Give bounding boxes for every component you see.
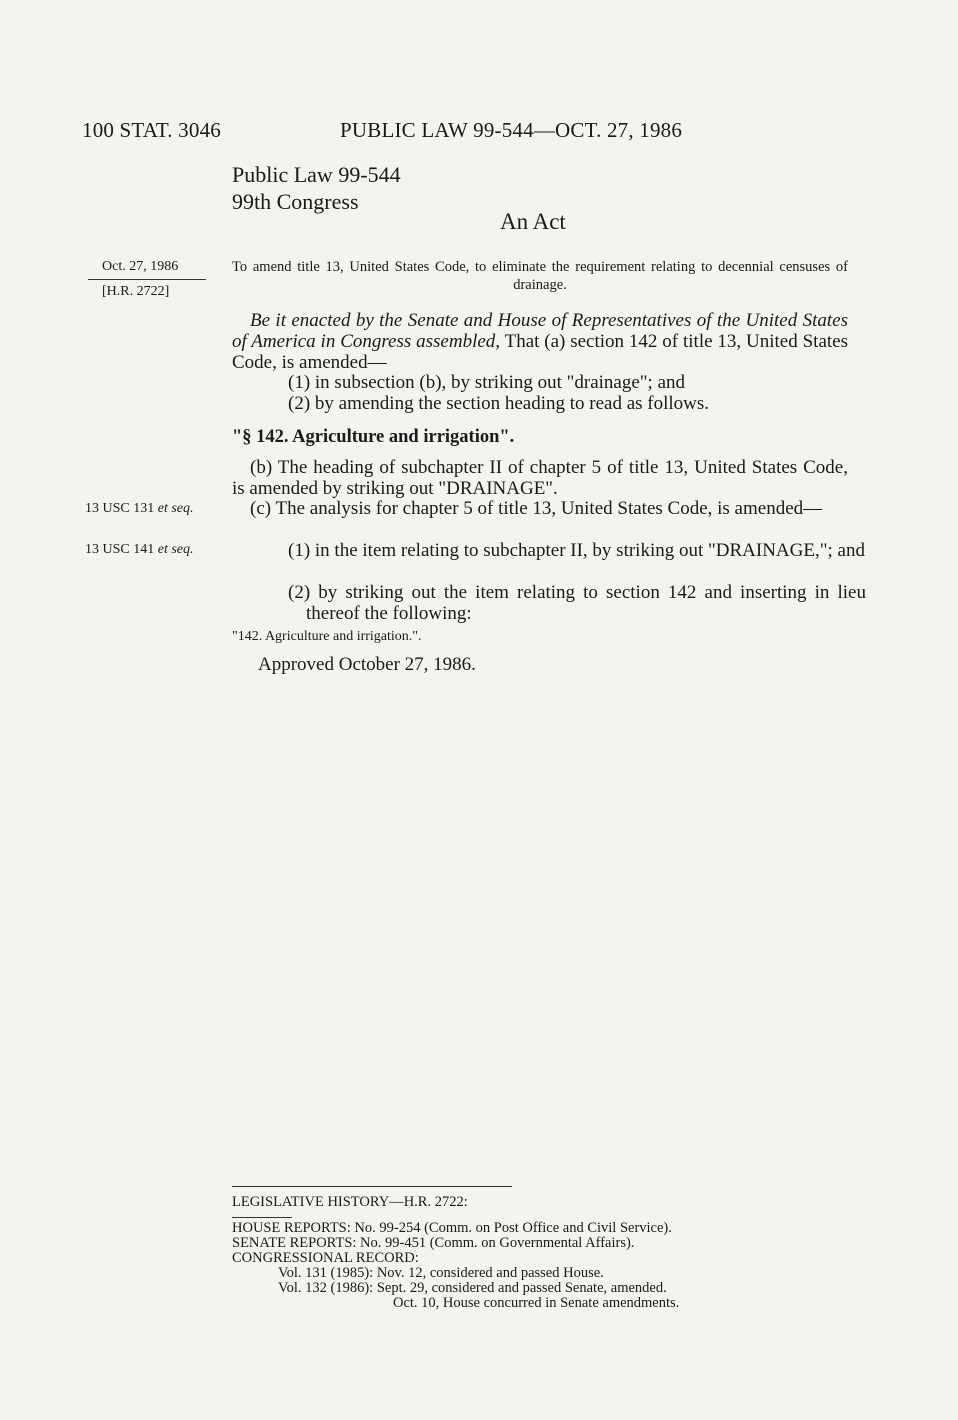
record-vol-132: Vol. 132 (1986): Sept. 29, considered and passed Senate, amended. bbox=[278, 1280, 667, 1296]
law-title-block bbox=[232, 161, 401, 215]
margin-usc-131 bbox=[85, 500, 205, 518]
c-item-1: (1) in the item relating to subchapter II, by striking out "DRAINAGE,"; and bbox=[288, 540, 865, 561]
margin-date: Oct. 27, 1986 bbox=[102, 259, 179, 274]
record-vol-131: Vol. 131 (1985): Nov. 12, considered and passed House. bbox=[278, 1265, 604, 1281]
enacting-clause bbox=[232, 310, 848, 373]
paragraph-c: (c) The analysis for chapter 5 of title 13, United States Code, is amended— bbox=[250, 498, 823, 519]
usc-131-cite: 13 USC 131 bbox=[85, 501, 158, 516]
page-reference: 100 STAT. 3046 bbox=[82, 118, 221, 142]
congress-number: 99th Congress bbox=[232, 189, 359, 214]
running-title: PUBLIC LAW 99-544—OCT. 27, 1986 bbox=[340, 118, 683, 142]
record-oct-10: Oct. 10, House concurred in Senate amendments. bbox=[393, 1295, 680, 1311]
act-purpose: To amend title 13, United States Code, to eliminate the requirement relating to decennial censuses of drainage. bbox=[232, 259, 848, 293]
senate-reports: SENATE REPORTS: No. 99-451 (Comm. on Governmental Affairs). bbox=[232, 1235, 635, 1251]
usc-141-et-seq: et seq. bbox=[157, 542, 194, 557]
enacting-section-a: That (a) section 142 of title 13, United States Code, is amended— bbox=[232, 331, 848, 373]
usc-141-cite: 13 USC 141 bbox=[85, 542, 158, 557]
a-item-2: (2) by amending the section heading to read as follows. bbox=[288, 393, 710, 414]
c-item-2: (2) by striking out the item relating to section 142 and inserting in lieu thereof the following: bbox=[288, 582, 866, 624]
legislative-history-title: LEGISLATIVE HISTORY—H.R. 2722: bbox=[232, 1194, 468, 1210]
margin-divider bbox=[88, 279, 206, 280]
analysis-item: "142. Agriculture and irrigation.". bbox=[232, 629, 422, 644]
section-heading: "§ 142. Agriculture and irrigation". bbox=[232, 427, 515, 447]
a-item-1: (1) in subsection (b), by striking out "drainage"; and bbox=[288, 372, 686, 393]
usc-131-et-seq: et seq. bbox=[157, 501, 194, 516]
public-law-number: Public Law 99-544 bbox=[232, 162, 401, 187]
legislative-history-underline bbox=[232, 1217, 292, 1218]
act-label: An Act bbox=[500, 209, 566, 234]
margin-usc-141 bbox=[85, 541, 205, 559]
house-reports: HOUSE REPORTS: No. 99-254 (Comm. on Post Office and Civil Service). bbox=[232, 1220, 672, 1236]
paragraph-b: (b) The heading of subchapter II of chapter 5 of title 13, United States Code, is amended by striking out "DRAINAGE". bbox=[232, 457, 848, 499]
margin-bill-number: [H.R. 2722] bbox=[102, 284, 170, 299]
enacting-formula: Be it enacted by the Senate and House of Representatives of the United States of America in Congress assembled, bbox=[232, 310, 848, 352]
congressional-record: CONGRESSIONAL RECORD: bbox=[232, 1250, 419, 1266]
approval-date: Approved October 27, 1986. bbox=[258, 654, 476, 675]
footnote-rule bbox=[232, 1186, 512, 1187]
